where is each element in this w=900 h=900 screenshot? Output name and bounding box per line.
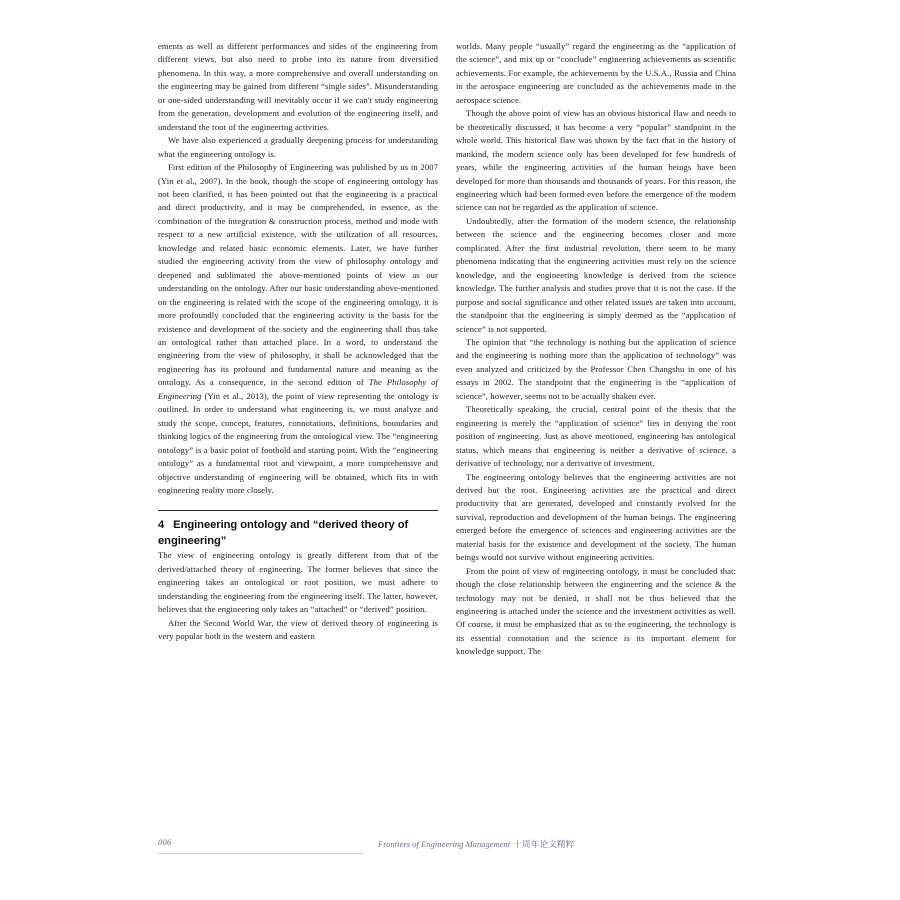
right-text-column xyxy=(456,40,736,820)
paragraph-left-3-part-a: First edition of the Philosophy of Engineering was published by us in 2007 (Yin et al., 2007). In the book, though the scope of engineering ontology has not been clarified, it has been pointed out that the engineering is a practical and direct productivity, and it may be comprehended, in essence, as the combination of the integration & construction process, method and mode with respect to a new artificial existence, with the utilization of all resources, knowledge and related basic economic elements. Later, we have further studied the engineering activity from the view of philosophy ontology and deepened and sublimated the above-mentioned points of view as our understanding on the ontology. After our basic understanding above-mentioned on the engineering is related with the scope of the engineering ontology, it is more profoundly concluded that the engineering activity is the basis for the existence and development of the society and the engineering shall thus take an ontological rather than attached place. In a word, to understand the engineering from the view of philosophy, it shall be acknowledged that the engineering has its profound and fundamental nature and meaning as the ontology. As a consequence, in the second edition of xyxy=(158,162,438,388)
paragraph-right-6: The engineering ontology believes that the engineering activities are not derived but the root. Engineering activities are the practical and direct productivity that are generated, developed and constantly evolved for the survival, reproduction and development of the human beings. The engineering emerged before the emergence of sciences and engineering activities are the material basis for the existence and development of the society. The human beings would not survive without engineering activities. xyxy=(456,471,736,563)
paragraph-left-3 xyxy=(158,161,438,497)
paragraph-left-3-part-b: (Yin et al., 2013), the point of view representing the ontology is outlined. In order to understand what engineering is, we must analyze and study the scope, concept, features, connotations, definitions, boundaries and thinking logics of the engineering from the ontological view. The “engineering ontology” is a basic point of foothold and starting point. With the “engineering ontology” as a fundamental root and viewpoint, a more comprehensive and objective understanding of engineering will be obtained, which fits in with engineering reality more closely. xyxy=(158,390,438,495)
section-divider-rule xyxy=(158,510,438,511)
footer-journal-subtitle-cjk: 十周年论文精粹 xyxy=(513,840,575,850)
paragraph-right-1: worlds. Many people “usually” regard the engineering as the “application of the science”, and mix up or “conclude” engineering achievements as scientific achievements. For example, the achievements by the U.S.A., Russia and China in the aerospace engineering are concluded as the achievements made in the aerospace science. xyxy=(456,41,736,105)
section-title: Engineering ontology and “derived theory of engineering” xyxy=(158,519,409,547)
paragraph-left-1: ements as well as different performances and sides of the engineering from different views, but also need to probe into its nature from diversified phenomena. In this way, a more comprehensive and overall understanding on the engineering may be gained from different “single sides”. Misunderstanding or one-sided understanding will inevitably occur if we can't study engineering from the generation, development and evolution of the engineering itself, and understand the root of the engineering activities. xyxy=(158,41,438,132)
section-heading-4 xyxy=(158,518,438,549)
paragraph-left-5: After the Second World War, the view of derived theory of engineering is very popular both in the western and eastern xyxy=(158,617,438,642)
section-number: 4 xyxy=(158,519,165,532)
paragraph-right-7: From the point of view of engineering ontology, it must be concluded that: though the close relationship between the engineering and the science & the technology may not be denied, it shall not be thus believed that the engineering is attached under the science and the investment activities as well. Of course, it must be emphasized that as to the engineering, the technology is its essential connotation and the science is its important element for knowledge support. The xyxy=(456,565,736,657)
footer-divider-rule xyxy=(158,853,363,854)
paragraph-right-4: The opinion that “the technology is nothing but the application of science and the engineering is nothing more than the application of technology” was even analyzed and criticized by the Professor Chen Changshu in one of his essays in 2002. The standpoint that the engineering is the “application of science”, however, seems not to be actually shaken ever. xyxy=(456,336,736,401)
book-title-philosophy-of-engineering: The Philosophy of Engineering xyxy=(158,377,438,401)
paragraph-right-5: Theoretically speaking, the crucial, central point of the thesis that the engineering is merely the “application of science” lies in denying the root position of engineering. Just as above mentioned, engineering has ontological status, which means that engineering is neither a derivative of science, a derivative of technology, nor a derivative of investment. xyxy=(456,404,736,469)
paragraph-right-2: Though the above point of view has an obvious historical flaw and needs to be theoretically discussed, it has become a very “popular” standpoint in the whole world. This historical flaw was shown by the fact that in the history of mankind, the modern science only has been developed for few hundreds of years, while the engineering activities of the human beings have been developed for more than thousands and thousands of years. For this reason, the engineering which had been formed even before the emergence of the modern science can not be regarded as the application of science. xyxy=(456,108,736,213)
left-text-column xyxy=(158,40,438,820)
footer-page-number: 006 xyxy=(158,838,172,847)
paragraph-right-3: Undoubtedly, after the formation of the modern science, the relationship between the science and the engineering becomes closer and more complicated. After the first industrial revolution, there seem to be many phenomena indicating that the engineering activities must rely on the science knowledge, and the engineering knowledge is derived from the science knowledge. The further analysis and studies prove that it is not the case. If the purpose and social significance and other related issues are taken into account, the standpoint that the engineering is simply deemed as the “application of science” is not supported. xyxy=(456,215,736,334)
paragraph-left-4: The view of engineering ontology is greatly different from that of the derived/attached theory of engineering. The former believes that since the engineering takes an ontological or root position, we must adhere to understanding the engineering from the engineering itself. The latter, however, believes that the engineering only takes an “attached” or “derived” position. xyxy=(158,550,438,615)
paragraph-left-2: We have also experienced a gradually deepening process for understanding what the engineering ontology is. xyxy=(158,135,438,159)
page-footer xyxy=(158,838,738,858)
footer-journal-name: Frontiers of Engineering Management xyxy=(378,840,511,849)
page-content-area xyxy=(158,40,736,820)
two-column-layout xyxy=(158,40,736,820)
footer-journal-line xyxy=(378,838,575,850)
